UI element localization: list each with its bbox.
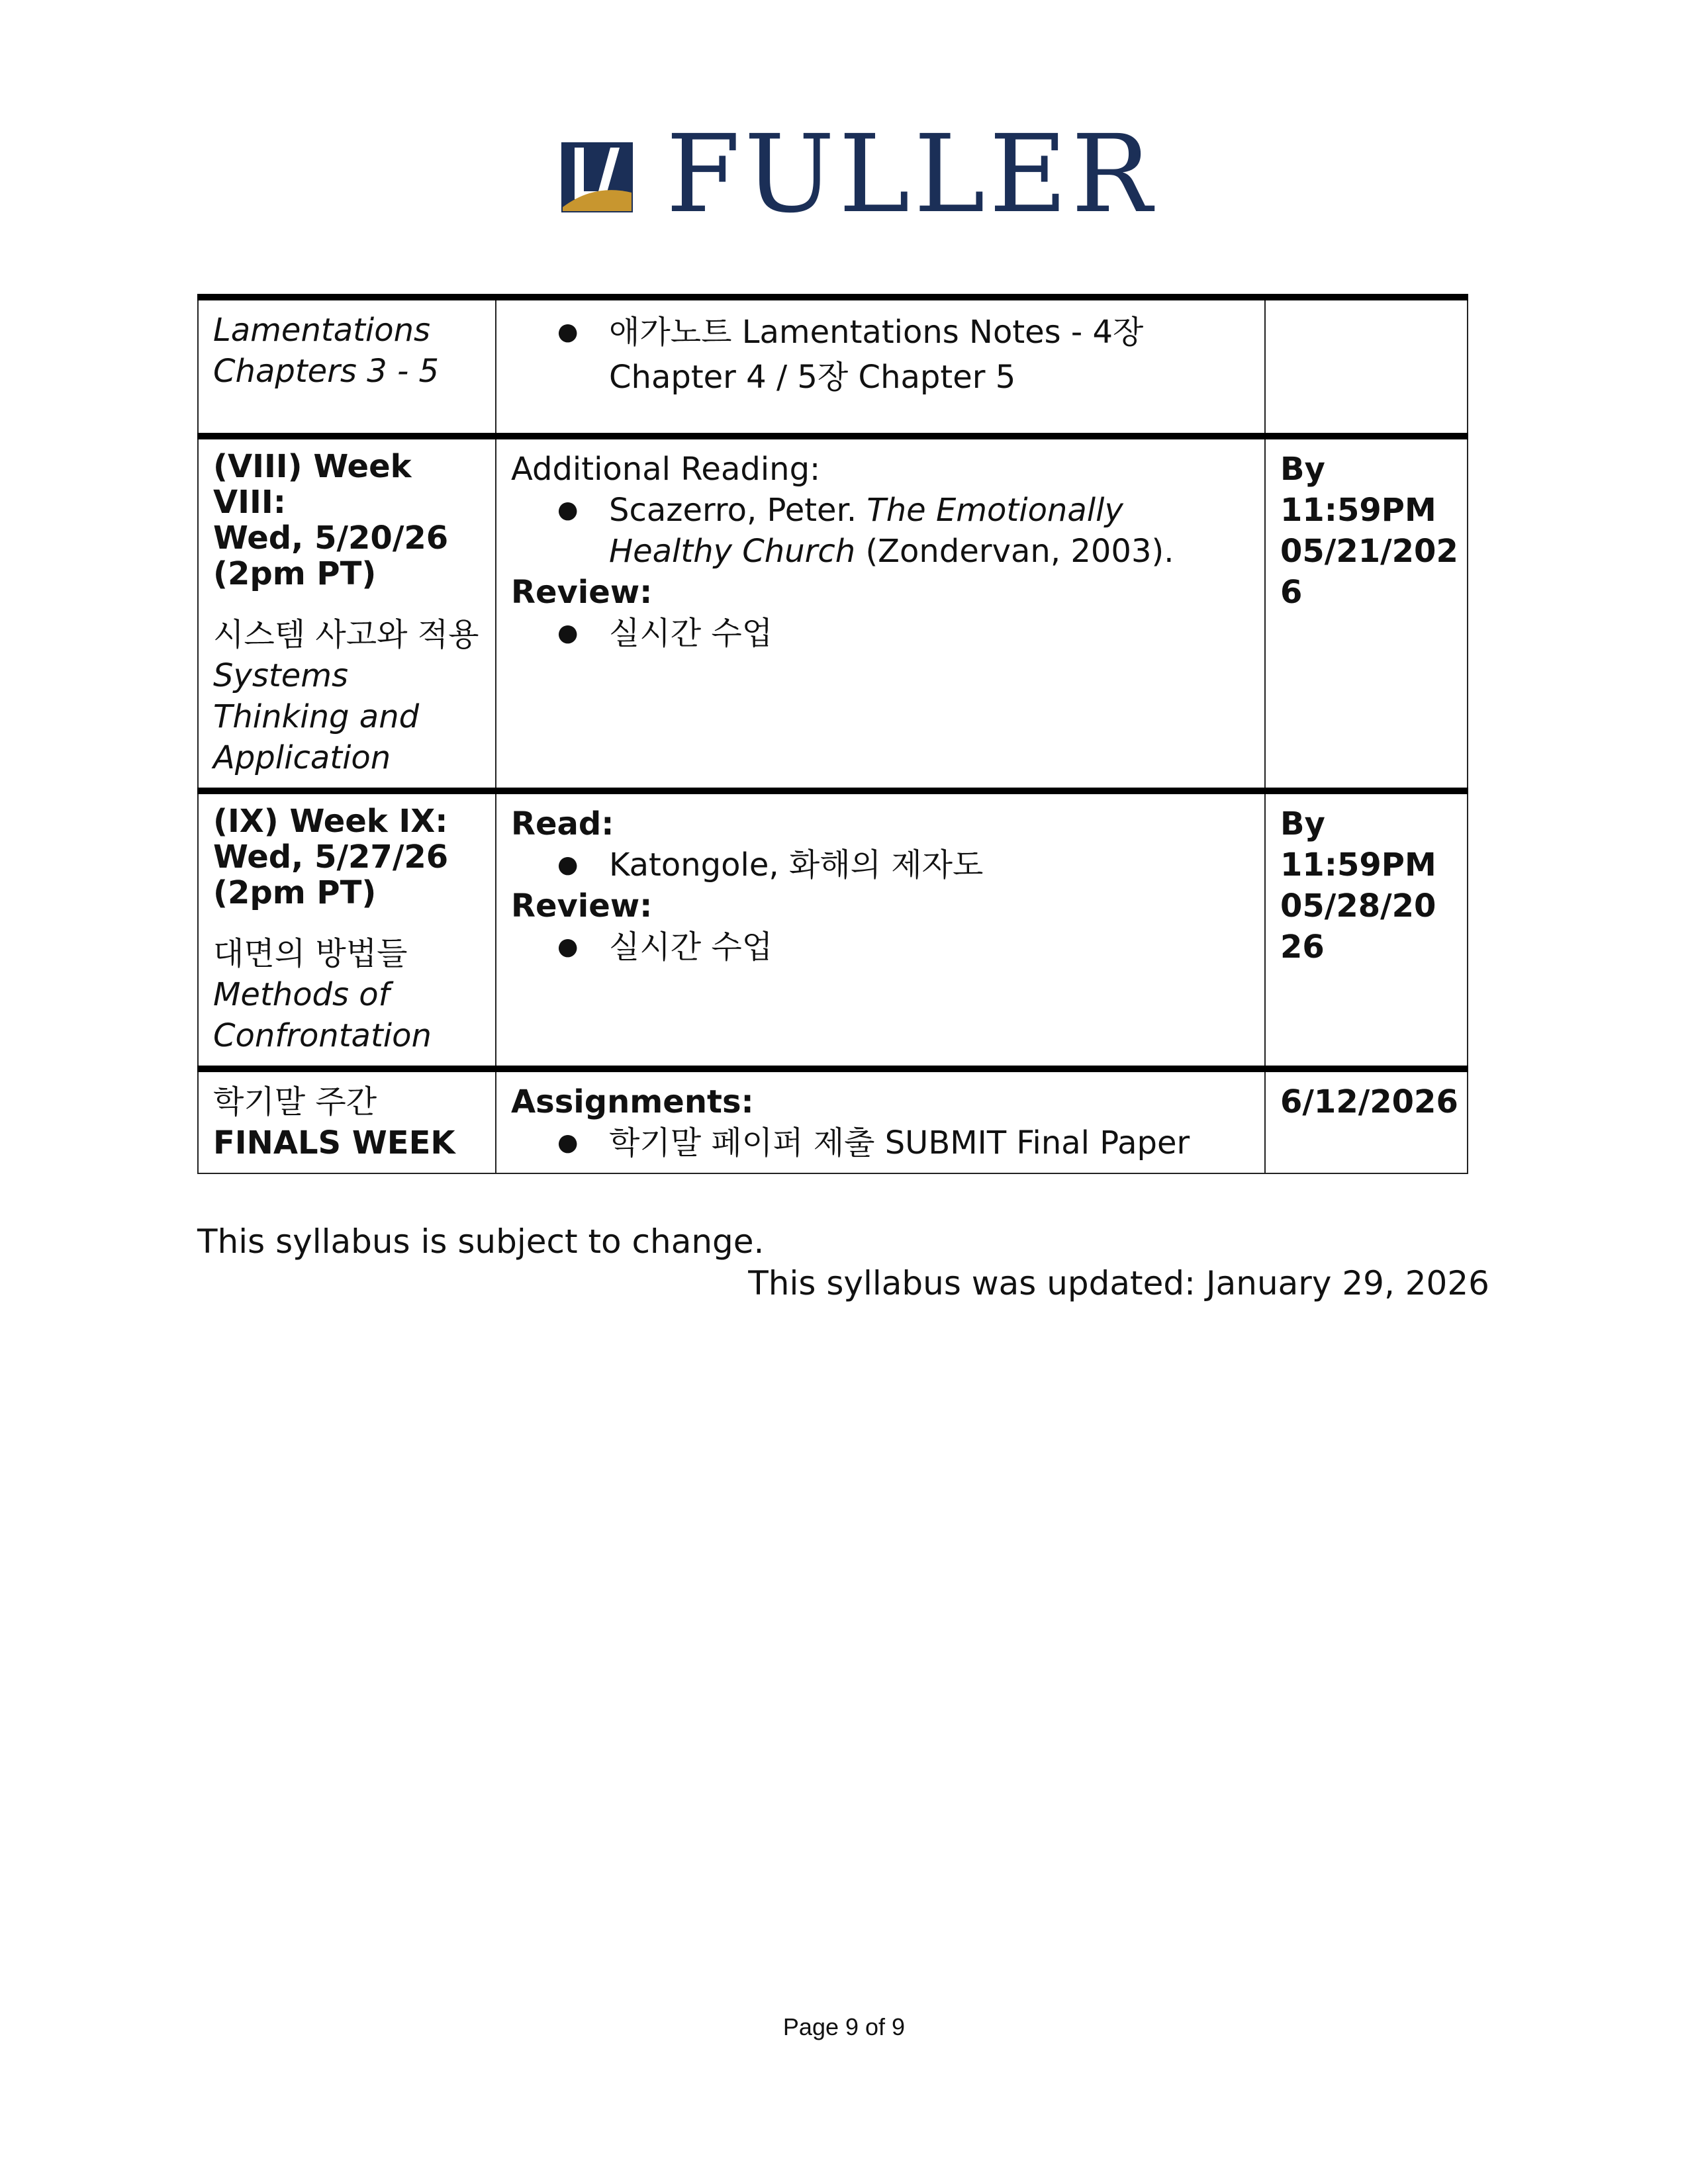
due-date: 6/12/2026	[1280, 1083, 1458, 1120]
week-korean: 학기말 주간	[213, 1083, 377, 1120]
due-line: 6	[1280, 574, 1303, 611]
list-item: ● 학기말 페이퍼 제출 SUBMIT Final Paper	[609, 1122, 1250, 1163]
due-line: By	[1280, 805, 1325, 842]
activities-cell	[496, 791, 1265, 1069]
list-item: ● 실시간 수업	[609, 613, 1250, 654]
due-line: 26	[1280, 929, 1325, 966]
due-line: 11:59PM	[1280, 492, 1436, 529]
bullet-list	[511, 927, 1250, 968]
due-line: 11:59PM	[1280, 846, 1436, 884]
week-time: (2pm PT)	[213, 555, 377, 592]
schedule-table	[197, 294, 1468, 1174]
bullet-list	[511, 844, 1250, 886]
list-item: ● 실시간 수업	[609, 927, 1250, 968]
week-date: Wed, 5/27/26	[213, 839, 449, 876]
bullet-list	[511, 310, 1250, 400]
section-label: Assignments:	[511, 1083, 754, 1120]
due-cell	[1265, 436, 1468, 791]
topic-cell	[198, 297, 496, 436]
bullet-list	[511, 490, 1250, 572]
fuller-logo-text: FULLER	[666, 113, 1156, 237]
topic-korean: 시스템 사고와 적용	[213, 616, 479, 653]
bullet-list	[511, 613, 1250, 654]
week-cell	[198, 436, 496, 791]
due-line: By	[1280, 451, 1325, 488]
activities-cell	[496, 297, 1265, 436]
list-item	[609, 490, 1250, 572]
reading-title: The Emotionally Healthy Church	[609, 492, 1123, 570]
section-label: Read:	[511, 805, 614, 842]
week-cell	[198, 1069, 496, 1173]
table-row	[198, 791, 1468, 1069]
section-label: Review:	[511, 887, 653, 925]
fuller-logo	[555, 113, 1156, 237]
syllabus-change-note: This syllabus is subject to change.	[197, 1222, 765, 1261]
week-label: (VIII) Week VIII:	[213, 448, 412, 521]
due-line: 05/28/20	[1280, 887, 1436, 925]
due-cell	[1265, 1069, 1468, 1173]
reading-publisher: (Zondervan, 2003).	[855, 533, 1174, 570]
week-english: FINALS WEEK	[213, 1124, 455, 1161]
bullet-list	[511, 1122, 1250, 1163]
due-cell	[1265, 791, 1468, 1069]
table-row	[198, 297, 1468, 436]
topic-line: Chapters 3 - 5	[213, 353, 440, 390]
topic-english: Systems Thinking and Application	[213, 657, 420, 776]
due-cell	[1265, 297, 1468, 436]
fuller-logo-mark	[555, 136, 639, 219]
section-label: Additional Reading:	[511, 451, 821, 488]
week-date: Wed, 5/20/26	[213, 520, 449, 557]
activities-cell	[496, 1069, 1265, 1173]
week-cell	[198, 791, 496, 1069]
activities-cell	[496, 436, 1265, 791]
table-row	[198, 436, 1468, 791]
table-row	[198, 1069, 1468, 1173]
topic-line: Lamentations	[213, 312, 431, 349]
topic-korean: 대면의 방법들	[213, 935, 408, 972]
list-item: ● 애가노트 Lamentations Notes - 4장 Chapter 4 / 5장 Chapter 5	[609, 310, 1250, 400]
syllabus-updated-note: This syllabus was updated: January 29, 2026	[748, 1264, 1489, 1302]
reading-author: Scazerro, Peter.	[609, 492, 867, 529]
due-line: 05/21/202	[1280, 533, 1458, 570]
section-label: Review:	[511, 574, 653, 611]
week-label: (IX) Week IX:	[213, 803, 448, 840]
page-number: Page 9 of 9	[782, 2013, 906, 2040]
list-item: ● Katongole, 화해의 제자도	[609, 844, 1250, 886]
topic-english: Methods of Confrontation	[213, 976, 432, 1054]
week-time: (2pm PT)	[213, 874, 377, 911]
